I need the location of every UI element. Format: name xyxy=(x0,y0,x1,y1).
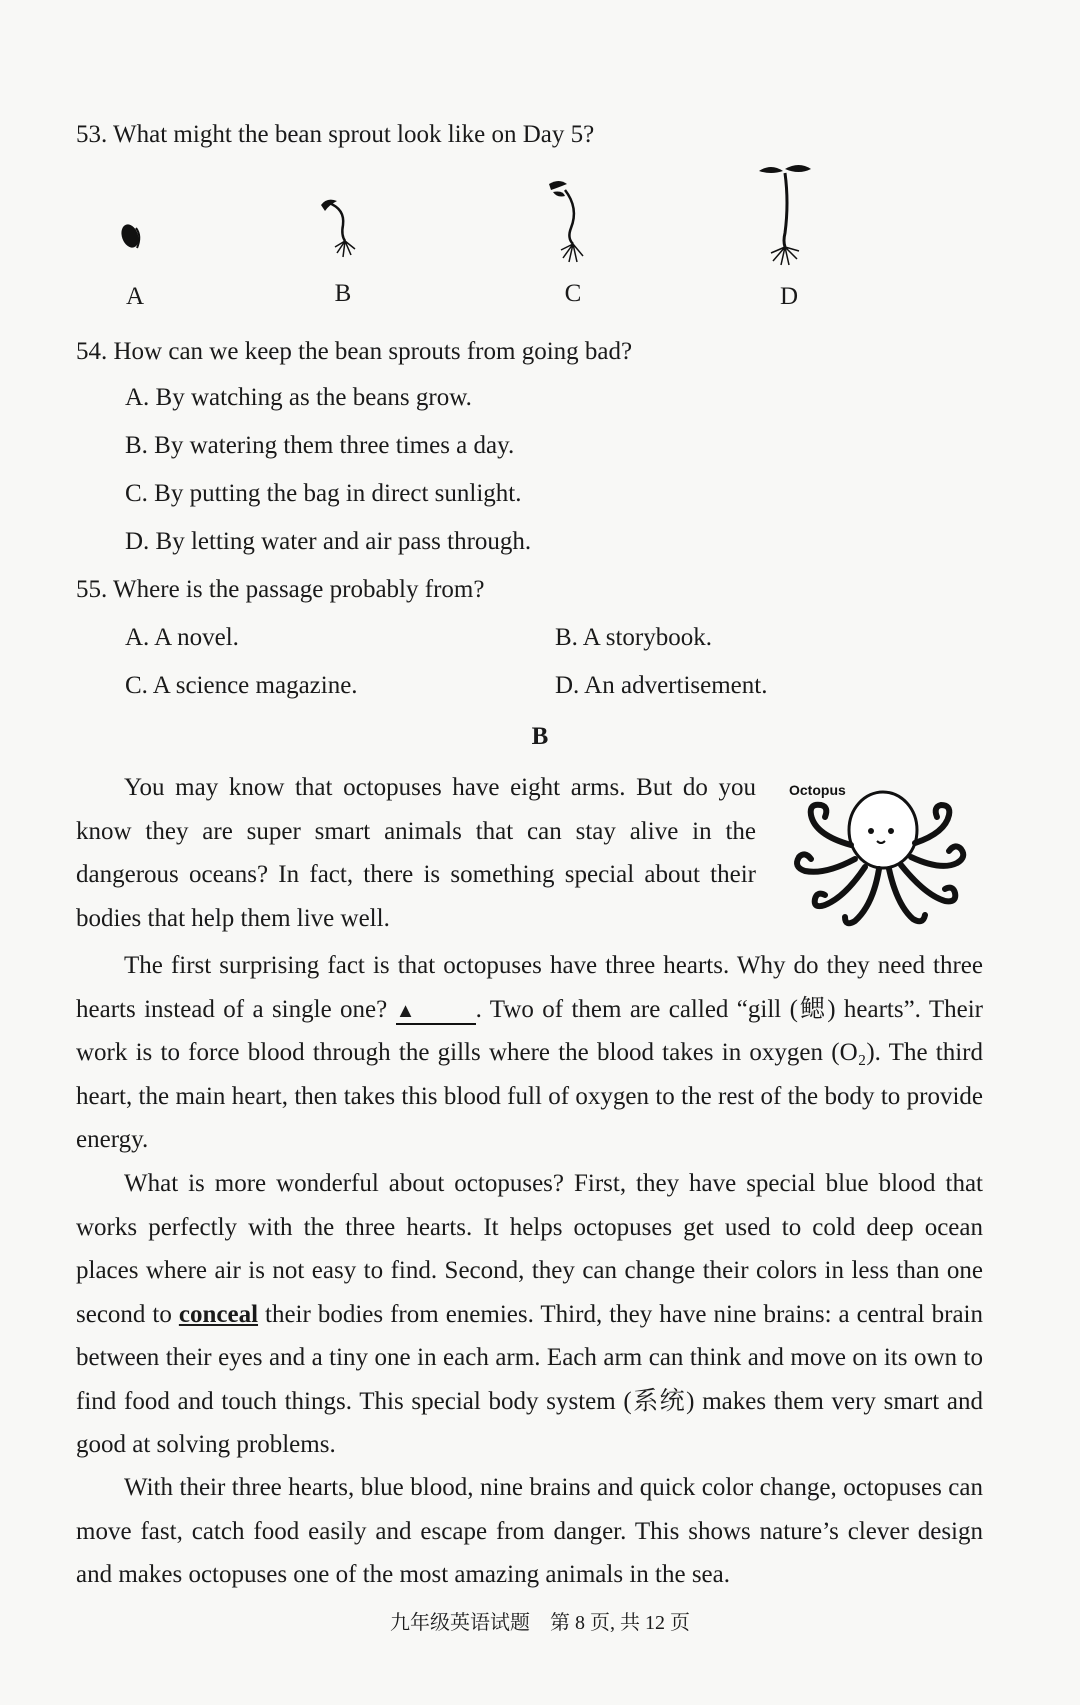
question-55: 55. Where is the passage probably from? xyxy=(76,576,485,603)
octopus-illustration xyxy=(785,775,975,940)
octopus-icon xyxy=(785,775,975,935)
question-53: 53. What might the bean sprout look like on Day 5? xyxy=(76,121,595,148)
octopus-label: Octopus xyxy=(789,782,846,798)
passage-paragraph-3 xyxy=(76,1162,983,1467)
vocabulary-word: conceal xyxy=(178,1300,259,1328)
passage-paragraph-3-part-1: What is more wonderful about octopuses? First, they have special blue blood that works perfectly with the three hearts. It helps octopuses get used to cold deep ocean places where air is not easy to find. Second, they can change their colors in less than one second to xyxy=(76,1170,983,1328)
question-54: 54. How can we keep the bean sprouts from going bad? xyxy=(76,338,633,365)
bean-seed-picture-a xyxy=(112,210,152,260)
option-label-c: C xyxy=(564,280,582,307)
passage-paragraph-2-part-2: . Two of them are called “gill (鳃) hearts”. Their work is to force blood through the gills where the blood takes in oxygen (O₂). The third heart, the main heart, then takes this blood full of oxygen to the rest of the body to provide energy. xyxy=(76,995,983,1153)
bean-sprout-picture-d xyxy=(755,163,815,268)
passage-paragraph-2 xyxy=(76,944,983,1162)
option-label-d: D xyxy=(779,283,799,310)
page-footer: 九年级英语试题 第 8 页, 共 12 页 xyxy=(390,1612,690,1634)
option-label-a: A xyxy=(125,283,145,310)
passage-paragraph-1: You may know that octopuses have eight arms. But do you know they are super smart animals that can stay alive in the dangerous oceans? In fact, there is something special about their bodies that help them live well. xyxy=(76,774,756,932)
q55-option-a[interactable]: A. A novel. xyxy=(125,624,239,651)
q54-option-c[interactable]: C. By putting the bag in direct sunlight. xyxy=(125,480,522,507)
passage-paragraph-2-part-1: The first surprising fact is that octopuses have three hearts. Why do they need three hearts instead of a single one? xyxy=(76,952,983,1023)
section-title: B xyxy=(531,723,549,750)
q54-option-d[interactable]: D. By letting water and air pass through. xyxy=(125,528,532,555)
q54-option-a[interactable]: A. By watching as the beans grow. xyxy=(125,384,472,411)
q54-option-b[interactable]: B. By watering them three times a day. xyxy=(125,432,515,459)
answer-blank[interactable]: ▲ xyxy=(396,999,476,1025)
option-label-b: B xyxy=(334,280,352,307)
q55-option-c[interactable]: C. A science magazine. xyxy=(125,672,358,699)
q55-option-b[interactable]: B. A storybook. xyxy=(555,624,712,651)
q55-option-d[interactable]: D. An advertisement. xyxy=(555,672,768,699)
passage-paragraph-4: With their three hearts, blue blood, nine brains and quick color change, octopuses can move fast, catch food easily and escape from danger. This shows nature’s clever design and makes octopuses one of the most amazing animals in the sea. xyxy=(76,1474,983,1588)
bean-sprout-picture-b xyxy=(315,195,365,265)
passage-paragraph-3-part-2: their bodies from enemies. Third, they have nine brains: a central brain between their eyes and a tiny one in each arm. Each arm can think and move on its own to find food and touch things. This special body system (系统) makes them very smart and good at solving problems. xyxy=(76,1300,983,1458)
bean-sprout-picture-c xyxy=(545,178,595,268)
